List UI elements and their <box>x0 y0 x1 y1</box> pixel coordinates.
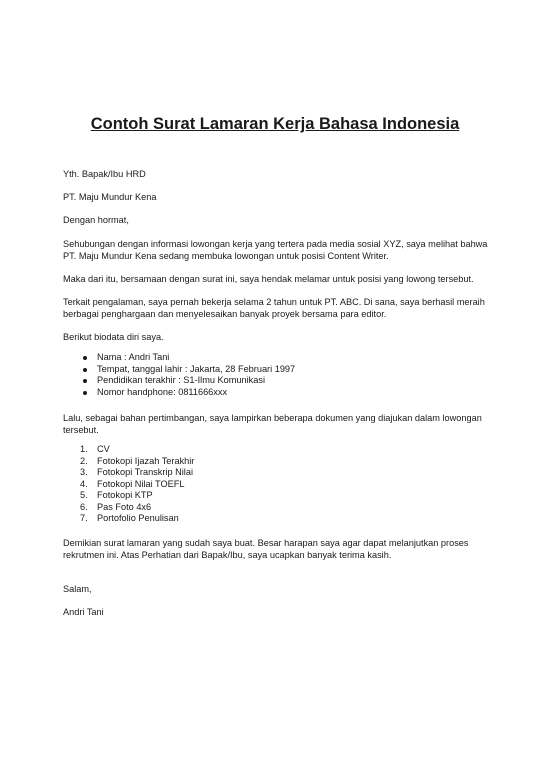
list-item: Nomor handphone: 0811666xxx <box>63 387 488 399</box>
company-line: PT. Maju Mundur Kena <box>63 192 157 202</box>
bullet-icon <box>83 391 87 395</box>
bullet-icon <box>83 368 87 372</box>
list-item: 5. Fotokopi KTP <box>80 490 153 500</box>
documents-list <box>63 444 488 525</box>
closing-paragraph: Demikian surat lamaran yang sudah saya buat. Besar harapan saya agar dapat melanjutkan proses rekrutmen ini. Atas Perhatian dari Bapak/Ibu, saya ucapkan banyak terima kasih. <box>63 538 469 560</box>
list-item: 2. Fotokopi Ijazah Terakhir <box>80 455 195 466</box>
paragraph-experience: Terkait pengalaman, saya pernah bekerja selama 2 tahun untuk PT. ABC. Di sana, saya berhasil meraih berbagai penghargaan dan menyelesaikan banyak proyek bersama para editor. <box>63 297 485 319</box>
closing-salam: Salam, <box>63 584 92 594</box>
paragraph-intro: Sehubungan dengan informasi lowongan kerja yang tertera pada media sosial XYZ, saya melihat bahwa PT. Maju Mundur Kena sedang membuka lowongan untuk posisi Content Writer. <box>63 239 488 261</box>
bullet-icon <box>83 379 87 383</box>
list-item: 3. Fotokopi Transkrip Nilai <box>80 467 193 477</box>
recipient-line: Yth. Bapak/Ibu HRD <box>63 169 146 179</box>
list-item: 7. Portofolio Penulisan <box>80 513 179 523</box>
list-item: Pendidikan terakhir : S1-Ilmu Komunikasi <box>63 375 488 387</box>
list-item: 1. CV <box>80 444 110 454</box>
paragraph-application: Maka dari itu, bersamaan dengan surat ini, saya hendak melamar untuk posisi yang lowong tersebut. <box>63 274 474 284</box>
bullet-icon <box>83 356 87 360</box>
list-item: Nama : Andri Tani <box>63 352 488 364</box>
documents-intro: Lalu, sebagai bahan pertimbangan, saya lampirkan beberapa dokumen yang diajukan dalam lowongan tersebut. <box>63 413 482 435</box>
salutation: Dengan hormat, <box>63 215 129 225</box>
biodata-list <box>63 352 488 398</box>
biodata-intro: Berikut biodata diri saya. <box>63 332 164 342</box>
signature-name: Andri Tani <box>63 607 104 617</box>
list-item: 4. Fotokopi Nilai TOEFL <box>80 478 185 489</box>
list-item: 6. Pas Foto 4x6 <box>80 501 152 512</box>
list-item: Tempat, tanggal lahir : Jakarta, 28 Februari 1997 <box>63 364 488 376</box>
document-title: Contoh Surat Lamaran Kerja Bahasa Indonesia <box>90 115 460 133</box>
